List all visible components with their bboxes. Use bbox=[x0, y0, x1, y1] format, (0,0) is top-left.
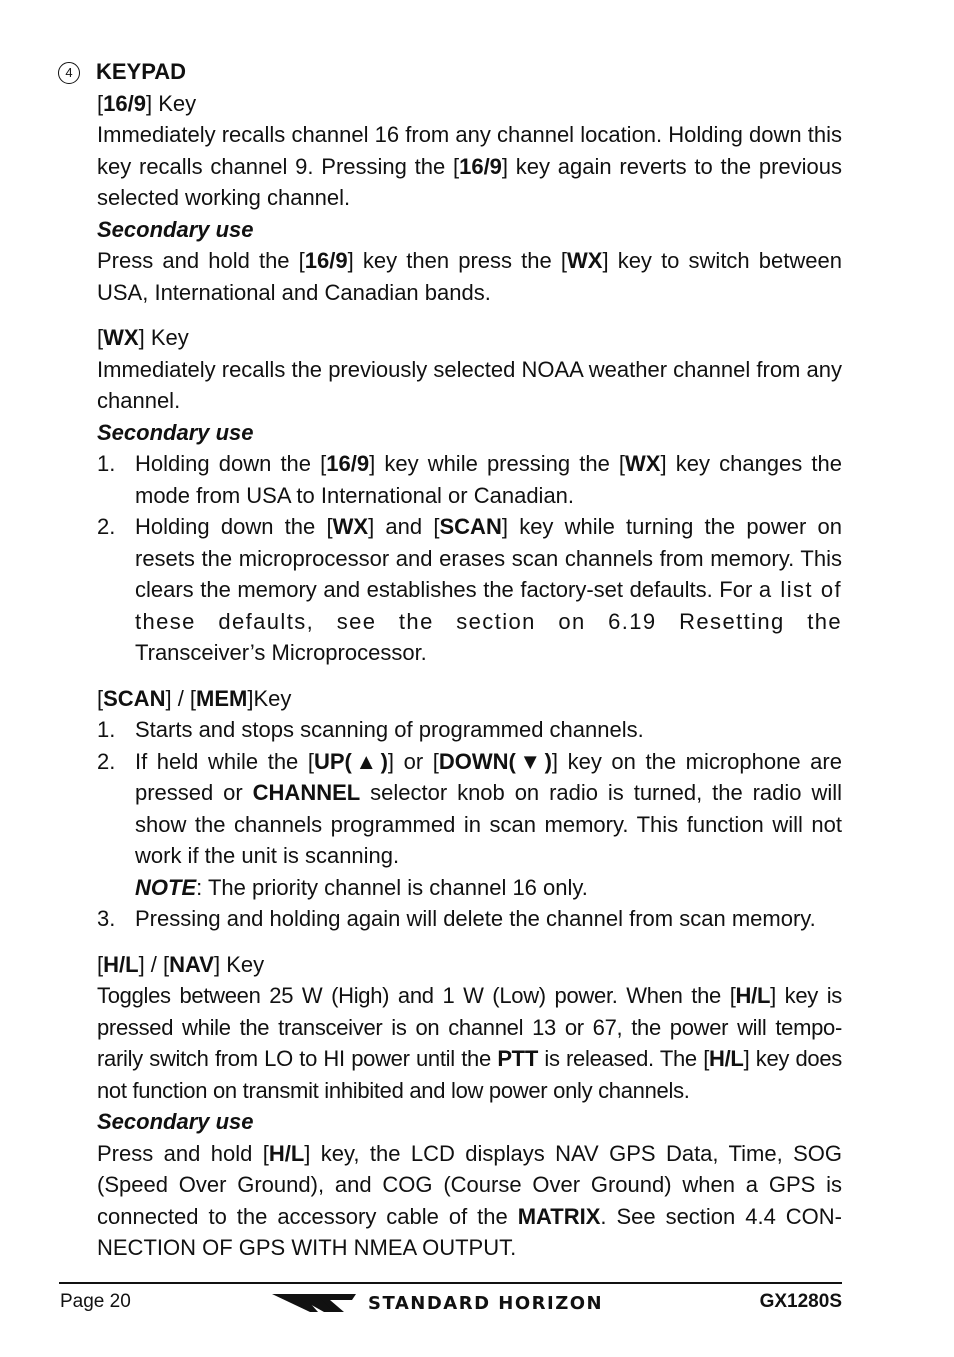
page-number: Page 20 bbox=[60, 1291, 131, 1312]
list-scan bbox=[97, 714, 842, 935]
brand-swoosh-icon bbox=[272, 1290, 356, 1316]
secondary-use-heading-wx: Secondary use bbox=[97, 419, 254, 445]
list-item: 2. If held while the [UP(▲)] or [DOWN(▼)] key on the microphone are pressed or CHANNEL selector knob on radio is turned, the radio will show the channels programmed in scan memory. This function will not work if the unit is scanning. NOTE: The priority channel is channel 16 only. bbox=[97, 748, 842, 900]
secondary-use-heading-16-9: Secondary use bbox=[97, 216, 254, 242]
content-body bbox=[97, 56, 842, 1264]
footer-divider bbox=[59, 1282, 842, 1284]
key-heading-scan-mem: [SCAN] / [MEM]Key bbox=[97, 685, 292, 711]
paragraph-wx: Immediately recalls the previously selected NOAA weather channel from any channel. bbox=[97, 356, 842, 413]
list-wx bbox=[97, 448, 842, 669]
key-heading-16-9: [16/9] Key bbox=[97, 90, 197, 116]
secondary-paragraph-hl: Press and hold [H/L] key, the LCD displays NAV GPS Data, Time, SOG (Speed Over Ground), and COG (Course Over Ground) when a GPS is connected to the accessory cable of the MATRIX. See section 4.4 CON-NECTION OF GPS WITH NMEA OUTPUT. bbox=[97, 1140, 842, 1260]
key-heading-hl-nav: [H/L] / [NAV] Key bbox=[97, 951, 265, 977]
paragraph-16-9: Immediately recalls channel 16 from any channel location. Holding down this key recalls channel 9. Pressing the [16/9] key again reverts to the previous selected working channel. bbox=[97, 122, 843, 210]
key-heading-wx: [WX] Key bbox=[97, 325, 189, 350]
list-item: 1. Starts and stops scanning of programmed channels. bbox=[97, 717, 644, 742]
brand-name: STANDARD HORIZON bbox=[368, 1292, 604, 1314]
brand-logo bbox=[272, 1289, 603, 1317]
model-name: GX1280S bbox=[759, 1291, 842, 1312]
secondary-use-heading-hl: Secondary use bbox=[97, 1109, 254, 1134]
list-item: 2. Holding down the [WX] and [SCAN] key while turning the power on resets the microprocessor and erases scan channels from memory. This clears the memory and establishes the factory-set defaults. For a list of these defaults, see the section on 6.19 Resetting the Transceiver’s Microprocessor. bbox=[97, 514, 843, 665]
section-title: KEYPAD bbox=[96, 59, 187, 84]
paragraph-hl: Toggles between 25 W (High) and 1 W (Low) power. When the [H/L] key is pressed while the transceiver is on channel 13 or 67, the power will tempo-rarily switch from LO to HI power until the PTT is released. The [H/L] key does not function on transmit inhibited and low power only channels. bbox=[97, 983, 843, 1103]
list-item: 1. Holding down the [16/9] key while pressing the [WX] key changes the mode from USA to International or Canadian. bbox=[97, 451, 842, 508]
section-number-circle: 4 bbox=[58, 62, 80, 84]
list-item: 3. Pressing and holding again will delete the channel from scan memory. bbox=[97, 906, 816, 931]
note-label: NOTE bbox=[135, 874, 197, 900]
secondary-paragraph-16-9: Press and hold the [16/9] key then press the [WX] key to switch between USA, International and Canadian bands. bbox=[97, 248, 842, 305]
